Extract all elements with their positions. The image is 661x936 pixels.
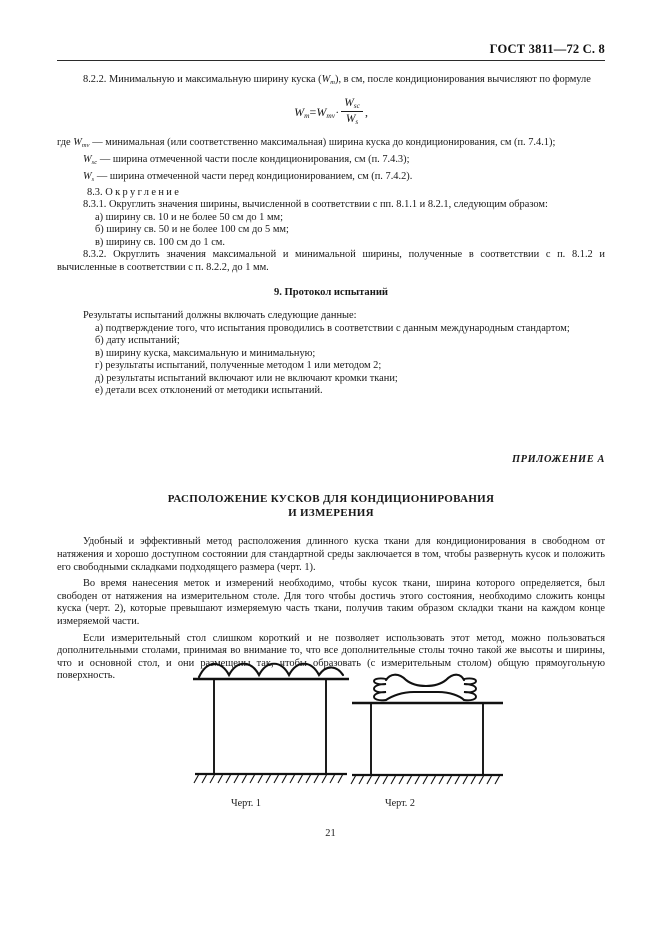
paragraph-8-2-2 <box>57 74 605 89</box>
header-rule <box>57 60 605 61</box>
appendix-title-line-1: РАСПОЛОЖЕНИЕ КУСКОВ ДЛЯ КОНДИЦИОНИРОВАНИЯ <box>167 493 495 506</box>
formula-numerator-letter: W <box>344 97 354 110</box>
list-item-9-a: а) подтверждение того, что испытания проводились в соответствии с данным международным стандартом; <box>95 322 570 334</box>
definition-text-0: — минимальная (или соответственно максимальная) ширина куска до кондиционирования, см (п. 7.4.1); <box>92 137 556 149</box>
heading-8-3 <box>57 187 605 200</box>
figure-1-diagram <box>185 648 360 808</box>
formula-operator: · <box>335 105 340 120</box>
definition-row-2 <box>57 170 605 187</box>
figure-1-caption: Черт. 1 <box>231 798 261 809</box>
appendix-label: ПРИЛОЖЕНИЕ А <box>511 454 605 466</box>
list-item-9-d: д) результаты испытаний включают или не включают кромки ткани; <box>95 372 398 384</box>
definition-variable-2-sub: s <box>91 175 95 183</box>
list-item-9-g: г) результаты испытаний, полученные методом 1 или методом 2; <box>95 360 382 372</box>
definition-variable-0 <box>73 137 89 148</box>
figure-2-diagram <box>340 644 515 804</box>
formula-numerator <box>341 97 363 112</box>
page-content <box>57 0 605 683</box>
page-header <box>57 0 605 57</box>
list-item-9-e: е) детали всех отклонений от методики испытаний. <box>95 384 323 396</box>
list-item-8-3-1-b: б) ширину св. 50 и не более 100 см до 5 мм; <box>95 224 289 236</box>
appendix-paragraph-3: Если измерительный стол слишком короткий и не позволяет использовать этот метод, можно пользоваться дополнительными столами, принимая во внимание то, что все дополнительные столы точно такой же высоты и ширины, что и основной стол, и они размещены так, чтобы образовать (с измерительным столом) общую прямоугольную поверхность. <box>57 632 605 682</box>
definition-variable-0-sub: mv <box>81 142 90 150</box>
formula-lhs-letter: W <box>294 105 305 120</box>
formula-fraction <box>341 97 363 126</box>
clause-number-8-3: 8.3. <box>87 186 103 198</box>
clause-8-3-title: Округление <box>105 186 182 198</box>
appendix-title-line-2: И ИЗМЕРЕНИЯ <box>288 507 374 520</box>
paragraph-section-9-intro: Результаты испытаний должны включать следующие данные: <box>83 310 357 322</box>
formula-lhs <box>294 105 309 120</box>
formula-rhs-sub: mv <box>326 111 336 121</box>
definition-lead: где <box>57 137 71 149</box>
page-number: 21 <box>325 828 336 839</box>
formula-lhs-sub: m <box>304 111 310 121</box>
appendix-paragraph-1: Удобный и эффективный метод расположения длинного куска ткани для кондиционирования в свободном от натяжения и хорошо доступном состоянии для стандартной среды заключается в том, чтобы развернуть кусок и положить его свободными складками подходящего размера (черт. 1). <box>57 536 605 573</box>
formula-denominator-sub: s <box>355 118 359 127</box>
clause-8-2-2-text-before: Минимальную и максимальную ширину куска ( <box>109 74 322 85</box>
formula-denominator <box>341 112 363 126</box>
formula-comma: , <box>364 105 368 120</box>
definition-variable-1-sub: sc <box>91 158 98 166</box>
inline-variable-wm-sub: m <box>330 78 335 86</box>
appendix-title <box>57 492 605 520</box>
definition-row-0 <box>57 136 605 153</box>
definition-row-1 <box>57 153 605 170</box>
heading-section-9: 9. Протокол испытаний <box>273 287 389 299</box>
definition-variable-2-letter: W <box>83 170 92 182</box>
paragraph-8-3-2: 8.3.2. Округлить значения максимальной и минимальной ширины, полученные в соответствии с п. 8.1.2 и вычисленные в соответствии с п. 8.2.2, до 1 мм. <box>57 249 605 273</box>
inline-variable-wm-letter: W <box>321 74 331 85</box>
definition-variable-0-letter: W <box>73 137 82 149</box>
formula-denominator-letter: W <box>345 113 356 126</box>
list-item-9-v: в) ширину куска, максимальную и минимальную; <box>95 347 316 359</box>
formula-width-after-conditioning <box>57 98 605 127</box>
figures-container <box>57 648 605 828</box>
definition-variable-1-letter: W <box>83 154 92 166</box>
appendix-paragraph-2: Во время нанесения меток и измерений необходимо, чтобы кусок ткани, ширина которого определяется, был свободен от натяжения на измерительном столе. Для того чтобы достичь этого состояния, необходимо сложить концы куска (черт. 2), которые превышают измеряемую часть ткани, получив таким образом складки ткани на каждом конце измеряемой части. <box>57 578 605 627</box>
formula-rhs-first <box>316 105 335 120</box>
definition-variable-1 <box>83 154 97 165</box>
definition-text-2: — ширина отмеченной части перед кондиционированием, см (п. 7.4.2). <box>96 170 413 182</box>
clause-8-2-2-text-after: ), в см, после кондиционирования вычисляют по формуле <box>335 74 591 85</box>
figure-2-caption: Черт. 2 <box>385 798 415 809</box>
list-item-9-b: б) дату испытаний; <box>95 335 180 347</box>
inline-variable-wm <box>322 74 335 85</box>
clause-number-8-2-2: 8.2.2. <box>83 74 107 85</box>
list-item-8-3-1-a: а) ширину св. 10 и не более 50 см до 1 мм; <box>95 211 284 223</box>
standard-reference: ГОСТ 3811—72 С. 8 <box>489 42 605 56</box>
definition-variable-2 <box>83 171 94 182</box>
paragraph-8-3-1: 8.3.1. Округлить значения ширины, вычисленной в соответствии с пп. 8.1.1 и 8.2.1, следующим образом: <box>83 199 548 211</box>
formula-equals: = <box>309 105 317 120</box>
formula-numerator-sub: sc <box>353 102 360 111</box>
formula-rhs-letter: W <box>316 105 327 120</box>
definition-text-1: — ширина отмеченной части после кондиционирования, см (п. 7.4.3); <box>99 154 410 166</box>
list-item-8-3-1-v: в) ширину св. 100 см до 1 см. <box>95 236 225 248</box>
